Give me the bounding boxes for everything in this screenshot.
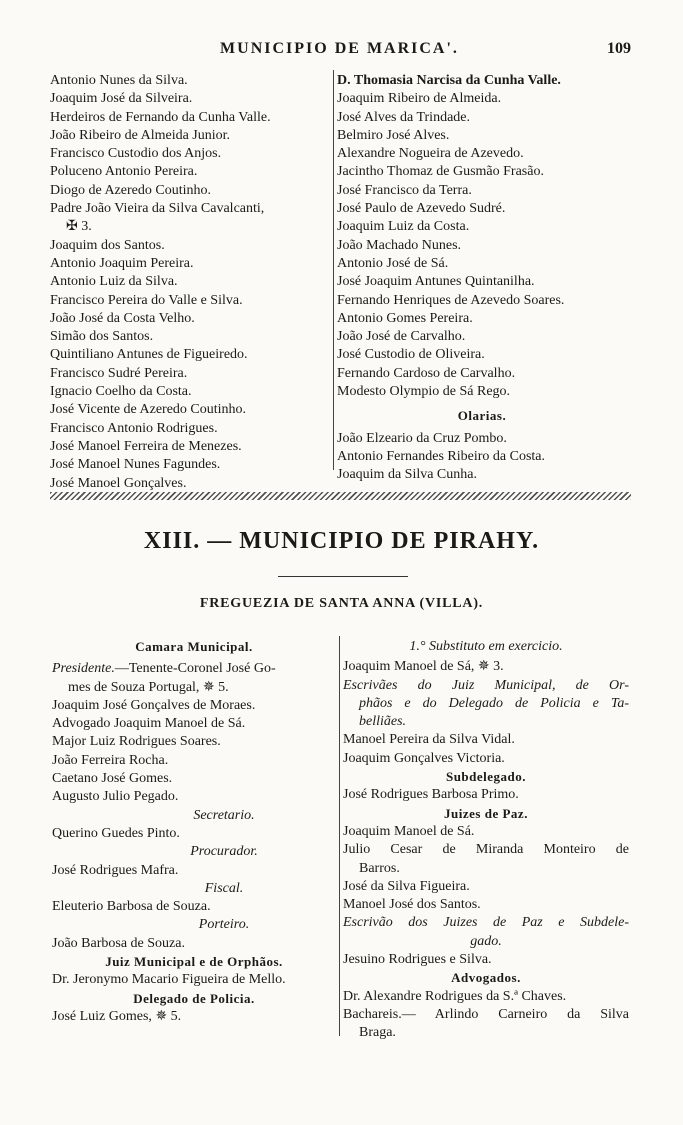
list-item: José Alves da Trindade.	[337, 109, 470, 125]
list-item-continuation: Braga.	[359, 1025, 396, 1041]
list-item: Joaquim Luiz da Costa.	[337, 219, 470, 235]
running-head	[48, 40, 631, 64]
escrivaes-heading-cont: phãos e do Delegado de Policia e Ta-	[359, 695, 629, 711]
list-item: Francisco Pereira do Valle e Silva.	[50, 292, 243, 308]
list-item: Joaquim José da Silveira.	[50, 91, 193, 107]
ornamental-divider	[50, 492, 631, 500]
list-item: Advogado Joaquim Manoel de Sá.	[52, 716, 246, 732]
bottom-left-column	[52, 638, 336, 1026]
list-item: Caetano José Gomes.	[52, 771, 173, 787]
list-item: Querino Guedes Pinto.	[52, 825, 180, 841]
list-item: Ignacio Coelho da Costa.	[50, 384, 192, 400]
list-item: Eleuterio Barbosa de Souza.	[52, 899, 211, 915]
presidente-label: Presidente.	[52, 661, 115, 677]
list-item: Antonio Fernandes Ribeiro da Costa.	[337, 448, 546, 464]
substituto-name: Joaquim Manoel de Sá,	[343, 659, 475, 675]
fiscal-label: Fiscal.	[204, 880, 244, 896]
list-item: Antonio José de Sá.	[337, 255, 449, 271]
list-item: José Manoel Gonçalves.	[50, 475, 187, 491]
list-item: Belmiro José Alves.	[337, 127, 450, 143]
list-item: Antonio Joaquim Pereira.	[50, 255, 194, 271]
list-item: Bachareis.— Arlindo Carneiro da Silva	[343, 1006, 629, 1022]
list-item: Modesto Olympio de Sá Rego.	[337, 384, 511, 400]
list-item: Quintiliano Antunes de Figueiredo.	[50, 347, 248, 363]
list-item: José Custodio de Oliveira.	[337, 347, 485, 363]
presidente-name: —Tenente-Coronel José Go-	[114, 661, 276, 677]
list-item: Dr. Jeronymo Macario Figueira de Mello.	[52, 972, 286, 988]
order-number: 3.	[493, 659, 504, 675]
procurador-label: Procurador.	[190, 844, 258, 860]
order-of-rose-icon: ✵	[477, 659, 490, 675]
running-title: MUNICIPIO DE MARICA'.	[220, 40, 459, 57]
order-number: 5.	[170, 1008, 182, 1024]
list-item: José Vicente de Azeredo Coutinho.	[50, 402, 247, 418]
page-number: 109	[607, 40, 631, 57]
order-number: 5.	[218, 679, 229, 695]
order-of-rose-icon: ✵	[155, 1008, 168, 1024]
list-item: Alexandre Nogueira de Azevedo.	[337, 146, 524, 162]
list-item: Francisco Sudré Pereira.	[50, 365, 188, 381]
list-item: Francisco Custodio dos Anjos.	[50, 146, 222, 162]
order-of-rose-icon: ✵	[202, 679, 215, 695]
column-divider	[339, 636, 340, 1036]
section-rule	[278, 576, 408, 577]
list-item: José Manoel Ferreira de Menezes.	[50, 438, 242, 454]
list-item: Poluceno Antonio Pereira.	[50, 164, 198, 180]
list-item: Joaquim Gonçalves Victoria.	[343, 750, 505, 766]
list-item: Joaquim José Gonçalves de Moraes.	[52, 697, 256, 713]
juiz-heading: Juiz Municipal e de Orphãos.	[105, 954, 283, 970]
column-divider	[333, 70, 334, 470]
subdelegado-heading: Subdelegado.	[445, 769, 527, 785]
section-title: XIII. — MUNICIPIO DE PIRAHY.	[143, 528, 540, 554]
list-item: José Manoel Nunes Fagundes.	[50, 457, 221, 473]
escrivaes-heading-cont: belliães.	[359, 714, 407, 730]
escrivaes-heading: Escrivães do Juiz Municipal, de Or-	[343, 677, 629, 693]
list-item: Julio Cesar de Miranda Monteiro de	[343, 842, 629, 858]
list-item: Simão dos Santos.	[50, 329, 154, 345]
list-item: Francisco Antonio Rodrigues.	[50, 420, 218, 436]
top-left-column	[50, 72, 332, 493]
list-item-continuation	[50, 218, 332, 236]
list-item: João Ribeiro de Almeida Junior.	[50, 127, 231, 143]
list-item: João Ferreira Rocha.	[52, 752, 169, 768]
list-item: Antonio Gomes Pereira.	[337, 310, 473, 326]
order-number: 3.	[81, 219, 92, 235]
list-item: Jesuino Rodrigues e Silva.	[343, 952, 492, 968]
list-item: Antonio Luiz da Silva.	[50, 274, 178, 290]
advogados-heading: Advogados.	[451, 970, 521, 986]
list-item: Fernando Cardoso de Carvalho.	[337, 365, 516, 381]
presidente-line	[52, 660, 336, 678]
list-item: Dr. Alexandre Rodrigues da S.ª Chaves.	[343, 988, 567, 1004]
list-item: João Elzeario da Cruz Pombo.	[337, 430, 507, 446]
secretario-label: Secretario.	[193, 807, 255, 823]
delegado-name: José Luiz Gomes,	[52, 1008, 152, 1024]
list-item: Joaquim Ribeiro de Almeida.	[337, 91, 502, 107]
list-item: José Joaquim Antunes Quintanilha.	[337, 274, 535, 290]
list-item: Herdeiros de Fernando da Cunha Valle.	[50, 109, 271, 125]
list-item: Padre João Vieira da Silva Cavalcanti,	[50, 201, 265, 217]
list-item: João Machado Nunes.	[337, 237, 462, 253]
substituto-line	[343, 658, 629, 676]
list-item: José Rodrigues Barbosa Primo.	[343, 787, 519, 803]
presidente-name-cont: mes de Souza Portugal,	[68, 679, 200, 695]
escrivao-paz-heading-cont: gado.	[470, 933, 502, 949]
list-item: Augusto Julio Pegado.	[52, 789, 179, 805]
top-right-column	[337, 72, 627, 485]
delegado-line	[52, 1008, 336, 1026]
list-item: Fernando Henriques de Azevedo Soares.	[337, 292, 565, 308]
parish-heading: FREGUEZIA DE SANTA ANNA (VILLA).	[199, 596, 484, 611]
olarias-heading: Olarias.	[457, 408, 507, 424]
list-item: João José de Carvalho.	[337, 329, 466, 345]
presidente-line-2	[52, 679, 336, 697]
escrivao-paz-heading: Escrivão dos Juizes de Paz e Subdele-	[343, 915, 629, 931]
list-item-continuation: Barros.	[359, 860, 400, 876]
substituto-label: 1.° Substituto em exercicio.	[409, 639, 563, 654]
list-item: Joaquim Manoel de Sá.	[343, 823, 475, 839]
cross-of-order-icon: ✠	[66, 219, 78, 235]
juizes-heading: Juizes de Paz.	[444, 805, 528, 821]
list-item: D. Thomasia Narcisa da Cunha Valle.	[337, 73, 561, 88]
list-item: Manoel Pereira da Silva Vidal.	[343, 732, 515, 748]
list-item: Jacintho Thomaz de Gusmão Frasão.	[337, 164, 544, 180]
bottom-right-column	[343, 638, 629, 1043]
list-item: José da Silva Figueira.	[343, 878, 470, 894]
list-item: Joaquim da Silva Cunha.	[337, 467, 477, 483]
list-item: José Paulo de Azevedo Sudré.	[337, 201, 506, 217]
list-item: João José da Costa Velho.	[50, 310, 195, 326]
list-item: José Francisco da Terra.	[337, 182, 472, 198]
list-item: Antonio Nunes da Silva.	[50, 73, 188, 88]
delegado-heading: Delegado de Policia.	[133, 990, 255, 1006]
list-item: João Barbosa de Souza.	[52, 935, 185, 951]
camara-heading: Camara Municipal.	[135, 639, 253, 654]
list-item: Joaquim dos Santos.	[50, 237, 165, 253]
list-item: Major Luiz Rodrigues Soares.	[52, 734, 221, 750]
list-item: José Rodrigues Mafra.	[52, 862, 179, 878]
list-item: Diogo de Azeredo Coutinho.	[50, 182, 211, 198]
porteiro-label: Porteiro.	[198, 917, 250, 933]
list-item: Manoel José dos Santos.	[343, 897, 481, 913]
